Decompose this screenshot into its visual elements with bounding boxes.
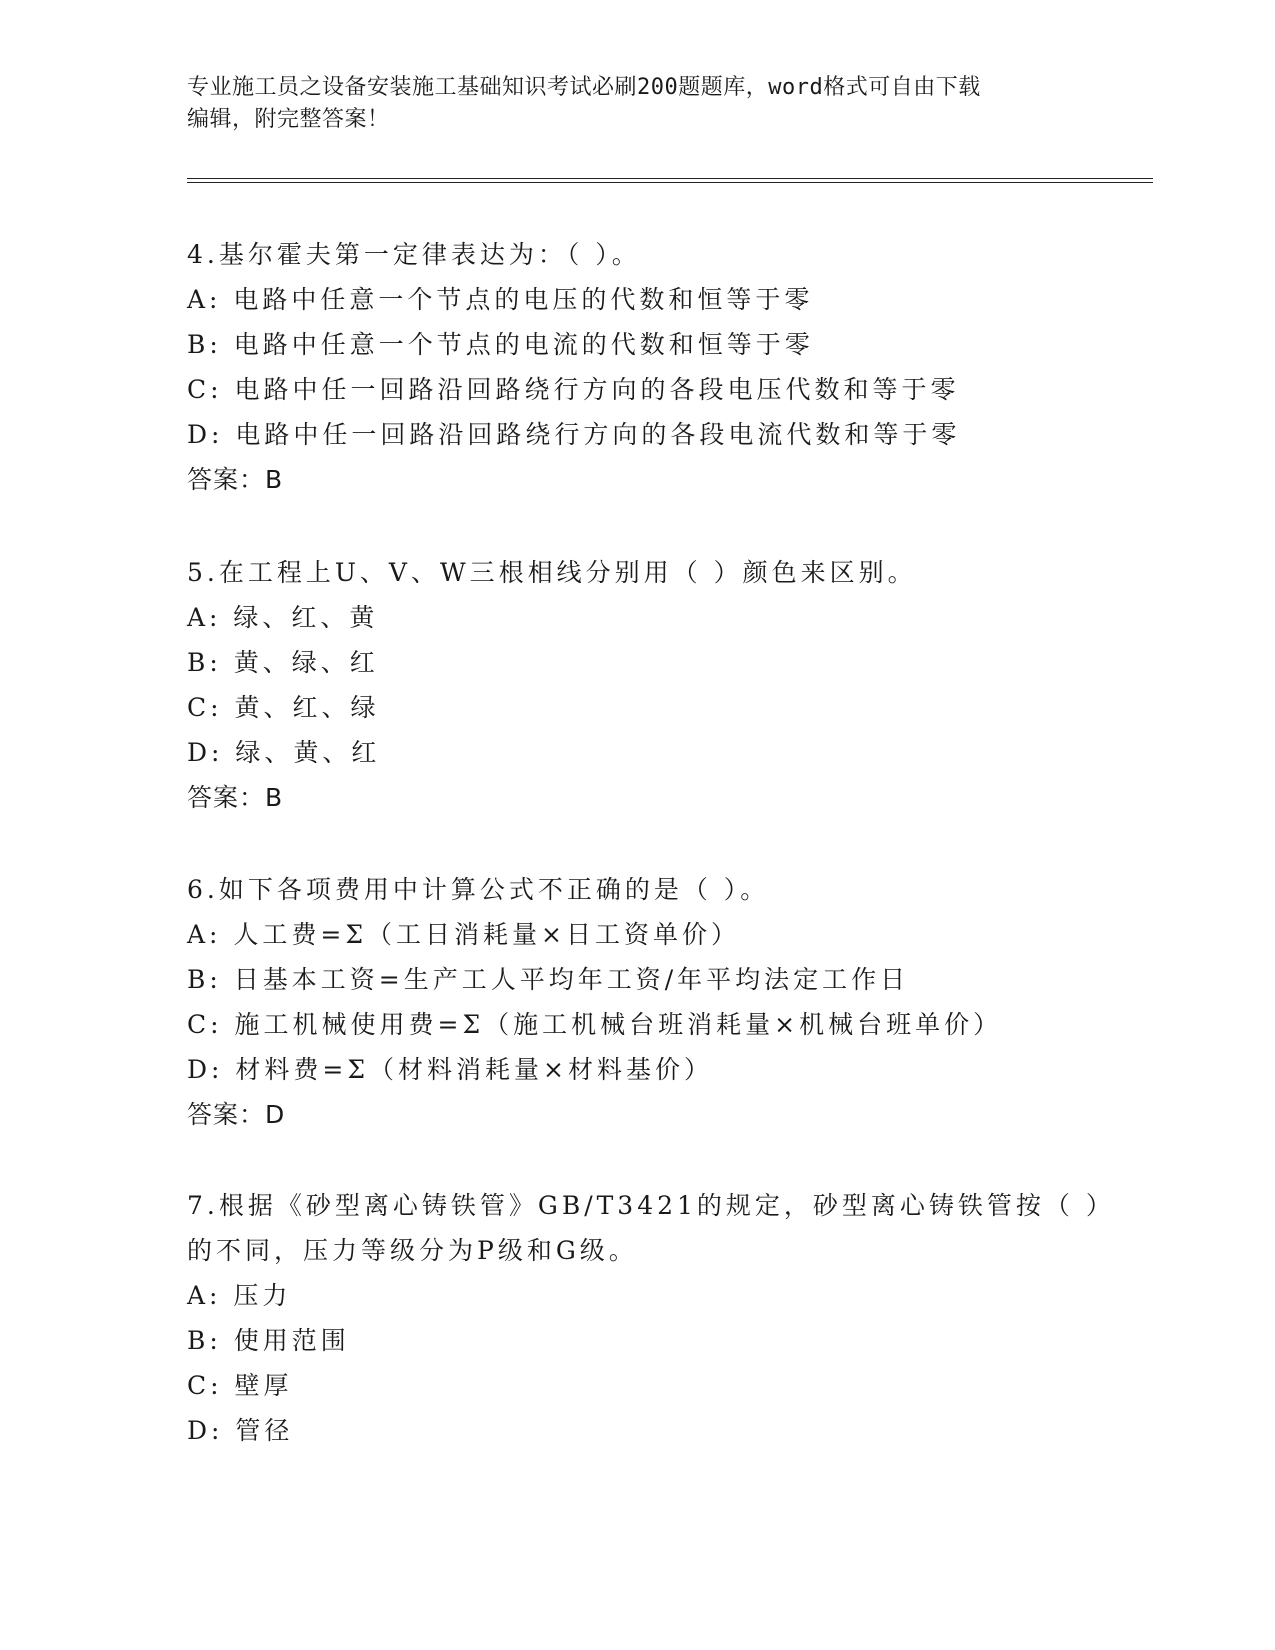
question-stem: 7.根据《砂型离心铸铁管》GB/T3421的规定，砂型离心铸铁管按（ ） xyxy=(187,1191,1115,1220)
question-stem: 5.在工程上U、V、W三根相线分别用（ ）颜色来区别。 xyxy=(187,558,917,587)
option-b: B: 黄、绿、红 xyxy=(187,648,379,677)
option-c: C: 电路中任一回路沿回路绕行方向的各段电压代数和等于零 xyxy=(187,375,960,404)
option-b: B: 使用范围 xyxy=(187,1326,350,1355)
option-b: B: 日基本工资=生产工人平均年工资/年平均法定工作日 xyxy=(187,965,910,994)
answer: 答案：B xyxy=(187,783,284,812)
question-stem-continued: 的不同，压力等级分为P级和G级。 xyxy=(187,1236,638,1265)
option-c: C: 壁厚 xyxy=(187,1371,293,1400)
question-stem: 4.基尔霍夫第一定律表达为：（ ）。 xyxy=(187,240,641,269)
question-stem: 6.如下各项费用中计算公式不正确的是（ ）。 xyxy=(187,875,770,904)
header-divider-top xyxy=(187,178,1153,179)
question-7 xyxy=(187,1183,1115,1453)
option-c: C: 施工机械使用费=Σ（施工机械台班消耗量×机械台班单价） xyxy=(187,1010,1003,1039)
header-line-2: 编辑，附完整答案！ xyxy=(187,107,390,132)
option-a: A: 电路中任意一个节点的电压的代数和恒等于零 xyxy=(187,285,814,314)
header-divider-bottom xyxy=(187,182,1153,183)
question-6 xyxy=(187,867,1087,1137)
option-c: C: 黄、红、绿 xyxy=(187,693,380,722)
option-a: A: 压力 xyxy=(187,1281,292,1310)
option-d: D: 材料费=Σ（材料消耗量×材料基价） xyxy=(187,1055,713,1084)
option-a: A: 人工费=Σ（工日消耗量×日工资单价） xyxy=(187,920,740,949)
option-d: D: 电路中任一回路沿回路绕行方向的各段电流代数和等于零 xyxy=(187,420,961,449)
option-a: A: 绿、红、黄 xyxy=(187,603,379,632)
question-4 xyxy=(187,232,1087,502)
option-d: D: 管径 xyxy=(187,1416,294,1445)
answer: 答案：D xyxy=(187,1100,286,1129)
answer: 答案：B xyxy=(187,465,284,494)
option-d: D: 绿、黄、红 xyxy=(187,738,381,767)
option-b: B: 电路中任意一个节点的电流的代数和恒等于零 xyxy=(187,330,814,359)
header-line-1: 专业施工员之设备安装施工基础知识考试必刷200题题库，word格式可自由下载 xyxy=(187,75,981,100)
document-header xyxy=(187,72,1067,136)
question-5 xyxy=(187,550,1087,820)
